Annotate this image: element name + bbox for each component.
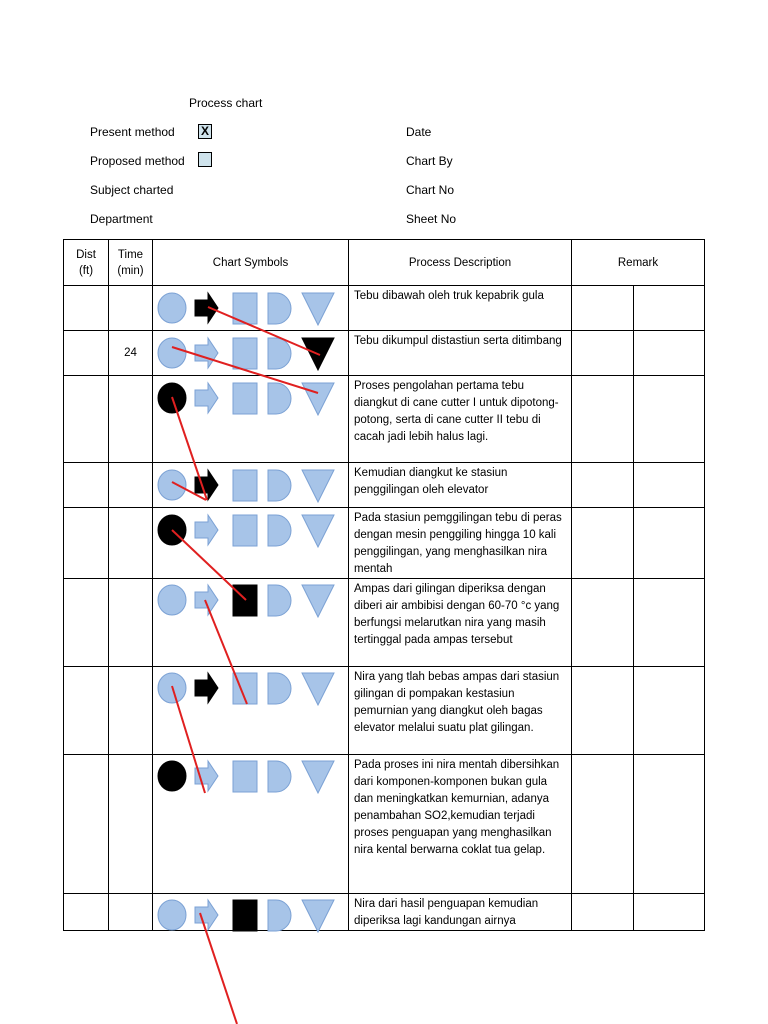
present-method-checkbox[interactable]: X	[198, 124, 212, 139]
time-cell	[109, 667, 153, 755]
description-cell: Nira dari hasil penguapan kemudian diperiksa lagi kandungan airnya	[349, 894, 572, 931]
remark-cell	[634, 376, 705, 463]
remark-cell	[634, 755, 705, 894]
remark-cell	[634, 579, 705, 667]
description-cell: Tebu dibawah oleh truk kepabrik gula	[349, 286, 572, 331]
symbols-cell	[153, 508, 349, 579]
description-cell: Tebu dikumpul distastiun serta ditimbang	[349, 331, 572, 376]
dist-cell	[64, 508, 109, 579]
symbols-cell	[153, 463, 349, 508]
description-cell: Pada stasiun pemggilingan tebu di peras dengan mesin penggiling hingga 10 kali penggilingan, yang menghasilkan nira mentah	[349, 508, 572, 579]
table-row	[64, 579, 705, 667]
remark-cell	[572, 331, 634, 376]
chart-no-label: Chart No	[406, 183, 455, 197]
time-cell	[109, 755, 153, 894]
remark-cell	[572, 667, 634, 755]
time-cell	[109, 463, 153, 508]
symbols-cell	[153, 331, 349, 376]
table-row	[64, 286, 705, 331]
dist-cell	[64, 286, 109, 331]
description-cell: Pada proses ini nira mentah dibersihkan dari komponen-komponen bukan gula dan meningkatkan kemurnian, adanya penambahan SO2,kemudian terjadi proses penguapan yang menghasilkan nira kental berwarna coklat tua gelap.	[349, 755, 572, 894]
description-cell: Ampas dari gilingan diperiksa dengan diberi air ambibisi dengan 60-70 °c yang berfungsi melarutkan nira yang masih tertinggal pada ampas tersebut	[349, 579, 572, 667]
proposed-method-label: Proposed method	[90, 154, 185, 168]
chart-title: Process chart	[189, 96, 263, 110]
column-header-description: Process Description	[349, 240, 572, 286]
column-header-time: Time (min)	[109, 240, 153, 286]
column-header-symbols: Chart Symbols	[153, 240, 349, 286]
remark-cell	[634, 894, 705, 931]
description-cell: Nira yang tlah bebas ampas dari stasiun gilingan di pompakan kestasiun pemurnian yang diangkut oleh bagas elevator melalui suatu plat gilingan.	[349, 667, 572, 755]
table-row	[64, 376, 705, 463]
remark-cell	[572, 508, 634, 579]
chart-by-label: Chart By	[406, 154, 453, 168]
remark-cell	[572, 755, 634, 894]
subject-charted-label: Subject charted	[90, 183, 174, 197]
remark-cell	[634, 331, 705, 376]
table-row	[64, 331, 705, 376]
process-chart-table	[63, 239, 705, 931]
symbols-cell	[153, 579, 349, 667]
remark-cell	[572, 463, 634, 508]
remark-cell	[572, 376, 634, 463]
table-row	[64, 463, 705, 508]
dist-cell	[64, 331, 109, 376]
table-row	[64, 508, 705, 579]
time-cell	[109, 286, 153, 331]
time-cell	[109, 579, 153, 667]
date-label: Date	[406, 125, 432, 139]
remark-cell	[572, 894, 634, 931]
symbols-cell	[153, 667, 349, 755]
remark-cell	[572, 579, 634, 667]
table-row	[64, 894, 705, 931]
time-cell	[109, 894, 153, 931]
dist-cell	[64, 755, 109, 894]
department-label: Department	[90, 212, 153, 226]
proposed-method-checkbox[interactable]	[198, 152, 212, 167]
present-method-label: Present method	[90, 125, 175, 139]
symbols-cell	[153, 894, 349, 931]
symbols-cell	[153, 376, 349, 463]
time-cell	[109, 508, 153, 579]
remark-cell	[572, 286, 634, 331]
sheet-no-label: Sheet No	[406, 212, 457, 226]
dist-cell	[64, 463, 109, 508]
dist-cell	[64, 579, 109, 667]
table-row	[64, 667, 705, 755]
table-header-row	[64, 240, 705, 286]
description-cell: Kemudian diangkut ke stasiun penggilingan oleh elevator	[349, 463, 572, 508]
remark-cell	[634, 667, 705, 755]
column-header-dist: Dist (ft)	[64, 240, 109, 286]
table-row	[64, 755, 705, 894]
symbols-cell	[153, 286, 349, 331]
remark-cell	[634, 463, 705, 508]
symbols-cell	[153, 755, 349, 894]
remark-cell	[634, 508, 705, 579]
column-header-remark: Remark	[572, 240, 705, 286]
time-cell: 24	[109, 331, 153, 376]
remark-cell	[634, 286, 705, 331]
dist-cell	[64, 376, 109, 463]
description-cell: Proses pengolahan pertama tebu diangkut di cane cutter I untuk dipotong-potong, serta di cane cutter II tebu di cacah jadi lebih halus lagi.	[349, 376, 572, 463]
dist-cell	[64, 667, 109, 755]
dist-cell	[64, 894, 109, 931]
time-cell	[109, 376, 153, 463]
